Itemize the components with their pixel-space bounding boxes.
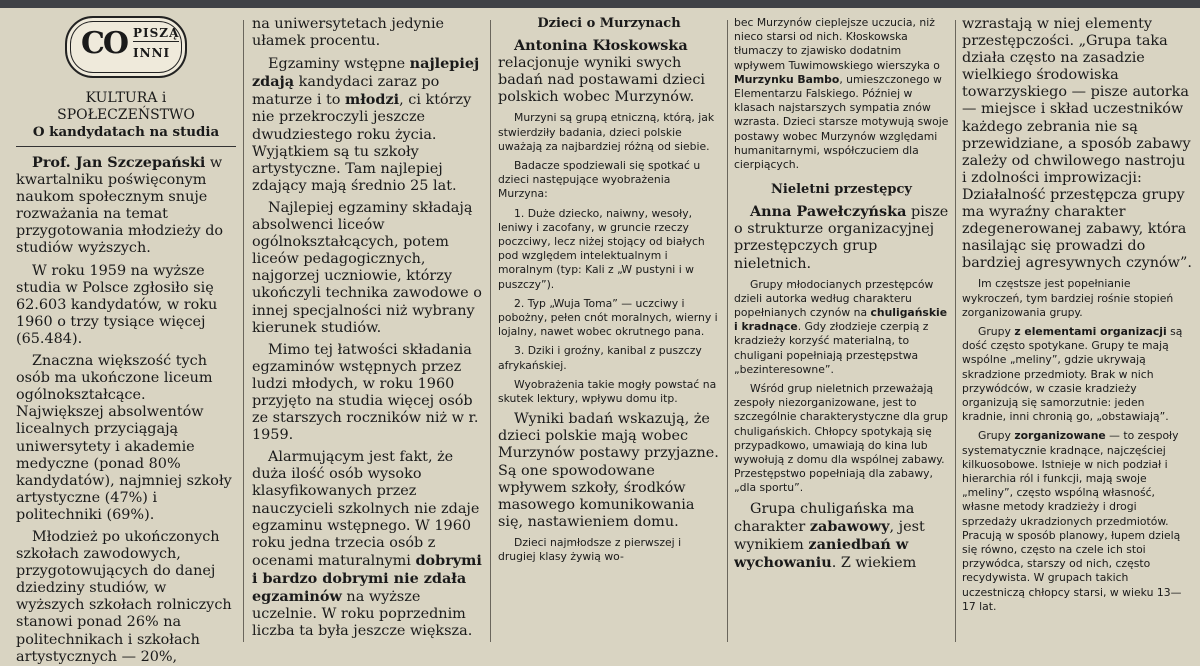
column-3 bbox=[498, 16, 720, 564]
logo-pisza: PISZĄ bbox=[133, 26, 180, 40]
paragraph: wzrastają w niej elementy przestępczości. „Grupa taka działa często na zasadzie wielkiego środowiska towarzyskiego — pisze autorka — miejsce i skład uczestników każdego zebrania nie są przewidziane, a sposób zabawy zależy od chwilowego nastroju i zdolności improwizacji: Działalność przestępcza grupy ma wyraźny charakter zdegenerowanej zabawy, która nasilając się prowadzi do bardziej agresywnych czynów”. bbox=[962, 16, 1192, 272]
article-title-murzyni: Dzieci o Murzynach bbox=[537, 16, 681, 31]
paragraph: Grupy z elementami organizacji są dość często spotykane. Grupy te mają wspólne „meliny”, gdzie ukrywają skradzione przedmioty. Brak w nich przywódców, w czasie kradzieży organizują się samorzutnie: jeden kradnie, inni chronią go, „obstawiają”. bbox=[962, 325, 1183, 424]
paragraph: bec Murzynów cieplejsze uczucia, niż nieco starsi od nich. Kłoskowska tłumaczy to zjawisko dodatnim wpływem Tuwimowskiego wierszyka o Murzynku Bambo, umieszczonego w Elementarzu Falskiego. Później w klasach najstarszych sympatia znów wzrasta. Dzieci starsze motywują swoje postawy wobec Murzynów względami humanitarnymi, współczuciem dla cierpiących. bbox=[734, 16, 949, 172]
column-rule bbox=[727, 20, 728, 642]
paragraph: na uniwersytetach jedynie ułamek procentu. bbox=[252, 16, 445, 50]
section-heading: KULTURA i SPOŁECZEŃSTWO bbox=[57, 90, 195, 123]
column-4 bbox=[734, 16, 949, 572]
paragraph: Alarmującym jest fakt, że duża ilość osób wysoko klasyfikowanych przez nauczycieli szkolnych nie zdaje egzaminu wstępnego. W 1960 roku jedna trzecia osób z ocenami maturalnymi dobrymi i bardzo dobrymi nie zdała egzaminów na wyższe uczelnie. W roku poprzednim liczba ta była jeszcze większa. bbox=[252, 449, 482, 640]
author-name: Antonina Kłoskowska bbox=[514, 37, 688, 54]
paragraph: Wyniki badań wskazują, że dzieci polskie mają wobec Murzynów postawy przyjazne. Są one spowodowane wpływem szkoły, środków masowego komunikowania się, nastawieniem domu. bbox=[498, 411, 719, 530]
paragraph: Wśród grup nieletnich przeważają zespoły niezorganizowane, jest to szczególnie charakterystyczne dla grup chuligańskich. Chłopcy spotykają się przypadkowo, umawiają do kina lub wywołują z domu dla wspólnej zabawy. Przestępstwo popełniają dla zabawy, „dla sportu”. bbox=[734, 382, 948, 495]
paragraph: Badacze spodziewali się spotkać u dzieci następujące wyobrażenia Murzyna: bbox=[498, 158, 701, 201]
paragraph: Grupy zorganizowane — to zespoły systematycznie kradnące, najczęściej kilkuosobowe. Istnieje w nich podział i hierarchia ról i funkcji, mają swoje „meliny”, często wspólną własność, własne metody kradzieży i drogi sprzedaży ukradzionych przedmiotów. Pracują w sposób planowy, łupem dzielą się równo, często na czele ich stoi przywódca, starszy od nich, często recydywista. W grupach takich uczestniczą chłopcy starsi, w wieku 13—17 lat. bbox=[962, 429, 1182, 613]
article-title-studia: O kandydatach na studia bbox=[16, 124, 236, 147]
paragraph: 2. Typ „Wuja Toma” — uczciwy i pobożny, pełen cnót moralnych, wierny i lojalny, nawet wobec okrutnego pana. bbox=[498, 296, 718, 339]
paragraph: Wyobrażenia takie mogły powstać na skutek lektury, wpływu domu itp. bbox=[498, 377, 717, 406]
column-rule bbox=[490, 20, 491, 642]
column-1 bbox=[16, 16, 236, 666]
paragraph: Murzyni są grupą etniczną, którą, jak stwierdziły badania, dzieci polskie uważają za najbardziej różną od siebie. bbox=[498, 111, 715, 153]
paragraph: Mimo tej łatwości składania egzaminów wstępnych przez ludzi młodych, w roku 1960 przyjęto na studia więcej osób ze starszych roczników niż w r. 1959. bbox=[252, 341, 479, 444]
paragraph: Prof. Jan Szczepański w kwartalniku poświęconym naukom społecznym snuje rozważania na temat przygotowania młodzieży do studiów wyższych. bbox=[16, 154, 224, 257]
paragraph: Antonina Kłoskowska relacjonuje wyniki swych badań nad postawami dzieci polskich wobec Murzynów. bbox=[498, 37, 705, 106]
paragraph: Znaczna większość tych osób ma ukończone liceum ogólnokształcące. Największej absolwentów licealnych przyciągają uniwersytety i akademie medyczne (ponad 80% kandydatów), najmniej szkoły artystyczne (47%) i politechniki (69%). bbox=[16, 353, 232, 523]
co-pisza-inni-logo bbox=[65, 16, 187, 78]
column-5 bbox=[962, 16, 1192, 614]
paragraph: Im częstsze jest popełnianie wykroczeń, tym bardziej rośnie stopień zorganizowania grupy. bbox=[962, 277, 1174, 319]
paragraph: Najlepiej egzaminy składają absolwenci liceów ogólnokształcących, potem liceów pedagogicznych, najgorzej uczniowie, którzy ukończyli technika zawodowe o innej specjalności niż wybrany kierunek studiów. bbox=[252, 199, 482, 336]
paragraph: 1. Duże dziecko, naiwny, wesoły, leniwy i zacofany, w gruncie rzeczy poczciwy, lecz niżej stojący od białych pod względem intelektualnym i moralnym (typ: Kali z „W pustyni i w puszczy”). bbox=[498, 206, 705, 291]
paragraph: W roku 1959 na wyższe studia w Polsce zgłosiło się 62.603 kandydatów, w roku 1960 o trzy tysiące więcej (65.484). bbox=[16, 262, 218, 347]
article-title-nieletni: Nieletni przestępcy bbox=[771, 182, 912, 198]
paragraph: Grupy młodocianych przestępców dzieli autorka według charakteru popełnianych czynów na chuligańskie i kradnące. Gdy złodzieje czerpią z kradzieży korzyść materialną, to chuligani popełniają przestępstwa „bezinteresowne”. bbox=[734, 277, 948, 376]
column-2 bbox=[252, 16, 484, 640]
column-rule bbox=[955, 20, 956, 642]
logo-inni: INNI bbox=[133, 46, 171, 60]
author-name: Anna Pawełczyńska bbox=[750, 203, 907, 221]
newspaper-page bbox=[0, 8, 1200, 665]
paragraph: Dzieci najmłodsze z pierwszej i drugiej klasy żywią wo- bbox=[498, 535, 682, 564]
paragraph: 3. Dziki i groźny, kanibal z puszczy afrykańskiej. bbox=[498, 344, 702, 372]
paragraph: Egzaminy wstępne najlepiej zdają kandydaci zaraz po maturze i to młodzi, ci którzy nie przekroczyli jeszcze dwudziestego roku życia. Wyjątkiem są tu szkoły artystyczne. Tam najlepiej zdający mają średnio 25 lat. bbox=[252, 55, 480, 194]
logo-co: CO bbox=[81, 26, 128, 61]
author-name: Prof. Jan Szczepański bbox=[32, 154, 206, 171]
top-border bbox=[0, 0, 1200, 8]
paragraph: Grupa chuligańska ma charakter zabawowy, jest wynikiem zaniedbań w wychowaniu. Z wiekiem bbox=[734, 500, 925, 571]
paragraph: Młodzież po ukończonych szkołach zawodowych, przygotowujących do danej dziedziny studiów, w wyższych szkołach rolniczych stanowi ponad 26% na politechnikach i szkołach artystycznych — 20%, bbox=[16, 528, 232, 665]
paragraph: Anna Pawełczyńska pisze o strukturze organizacyjnej przestępczych grup nieletnich. bbox=[734, 203, 949, 272]
column-rule bbox=[243, 20, 244, 642]
